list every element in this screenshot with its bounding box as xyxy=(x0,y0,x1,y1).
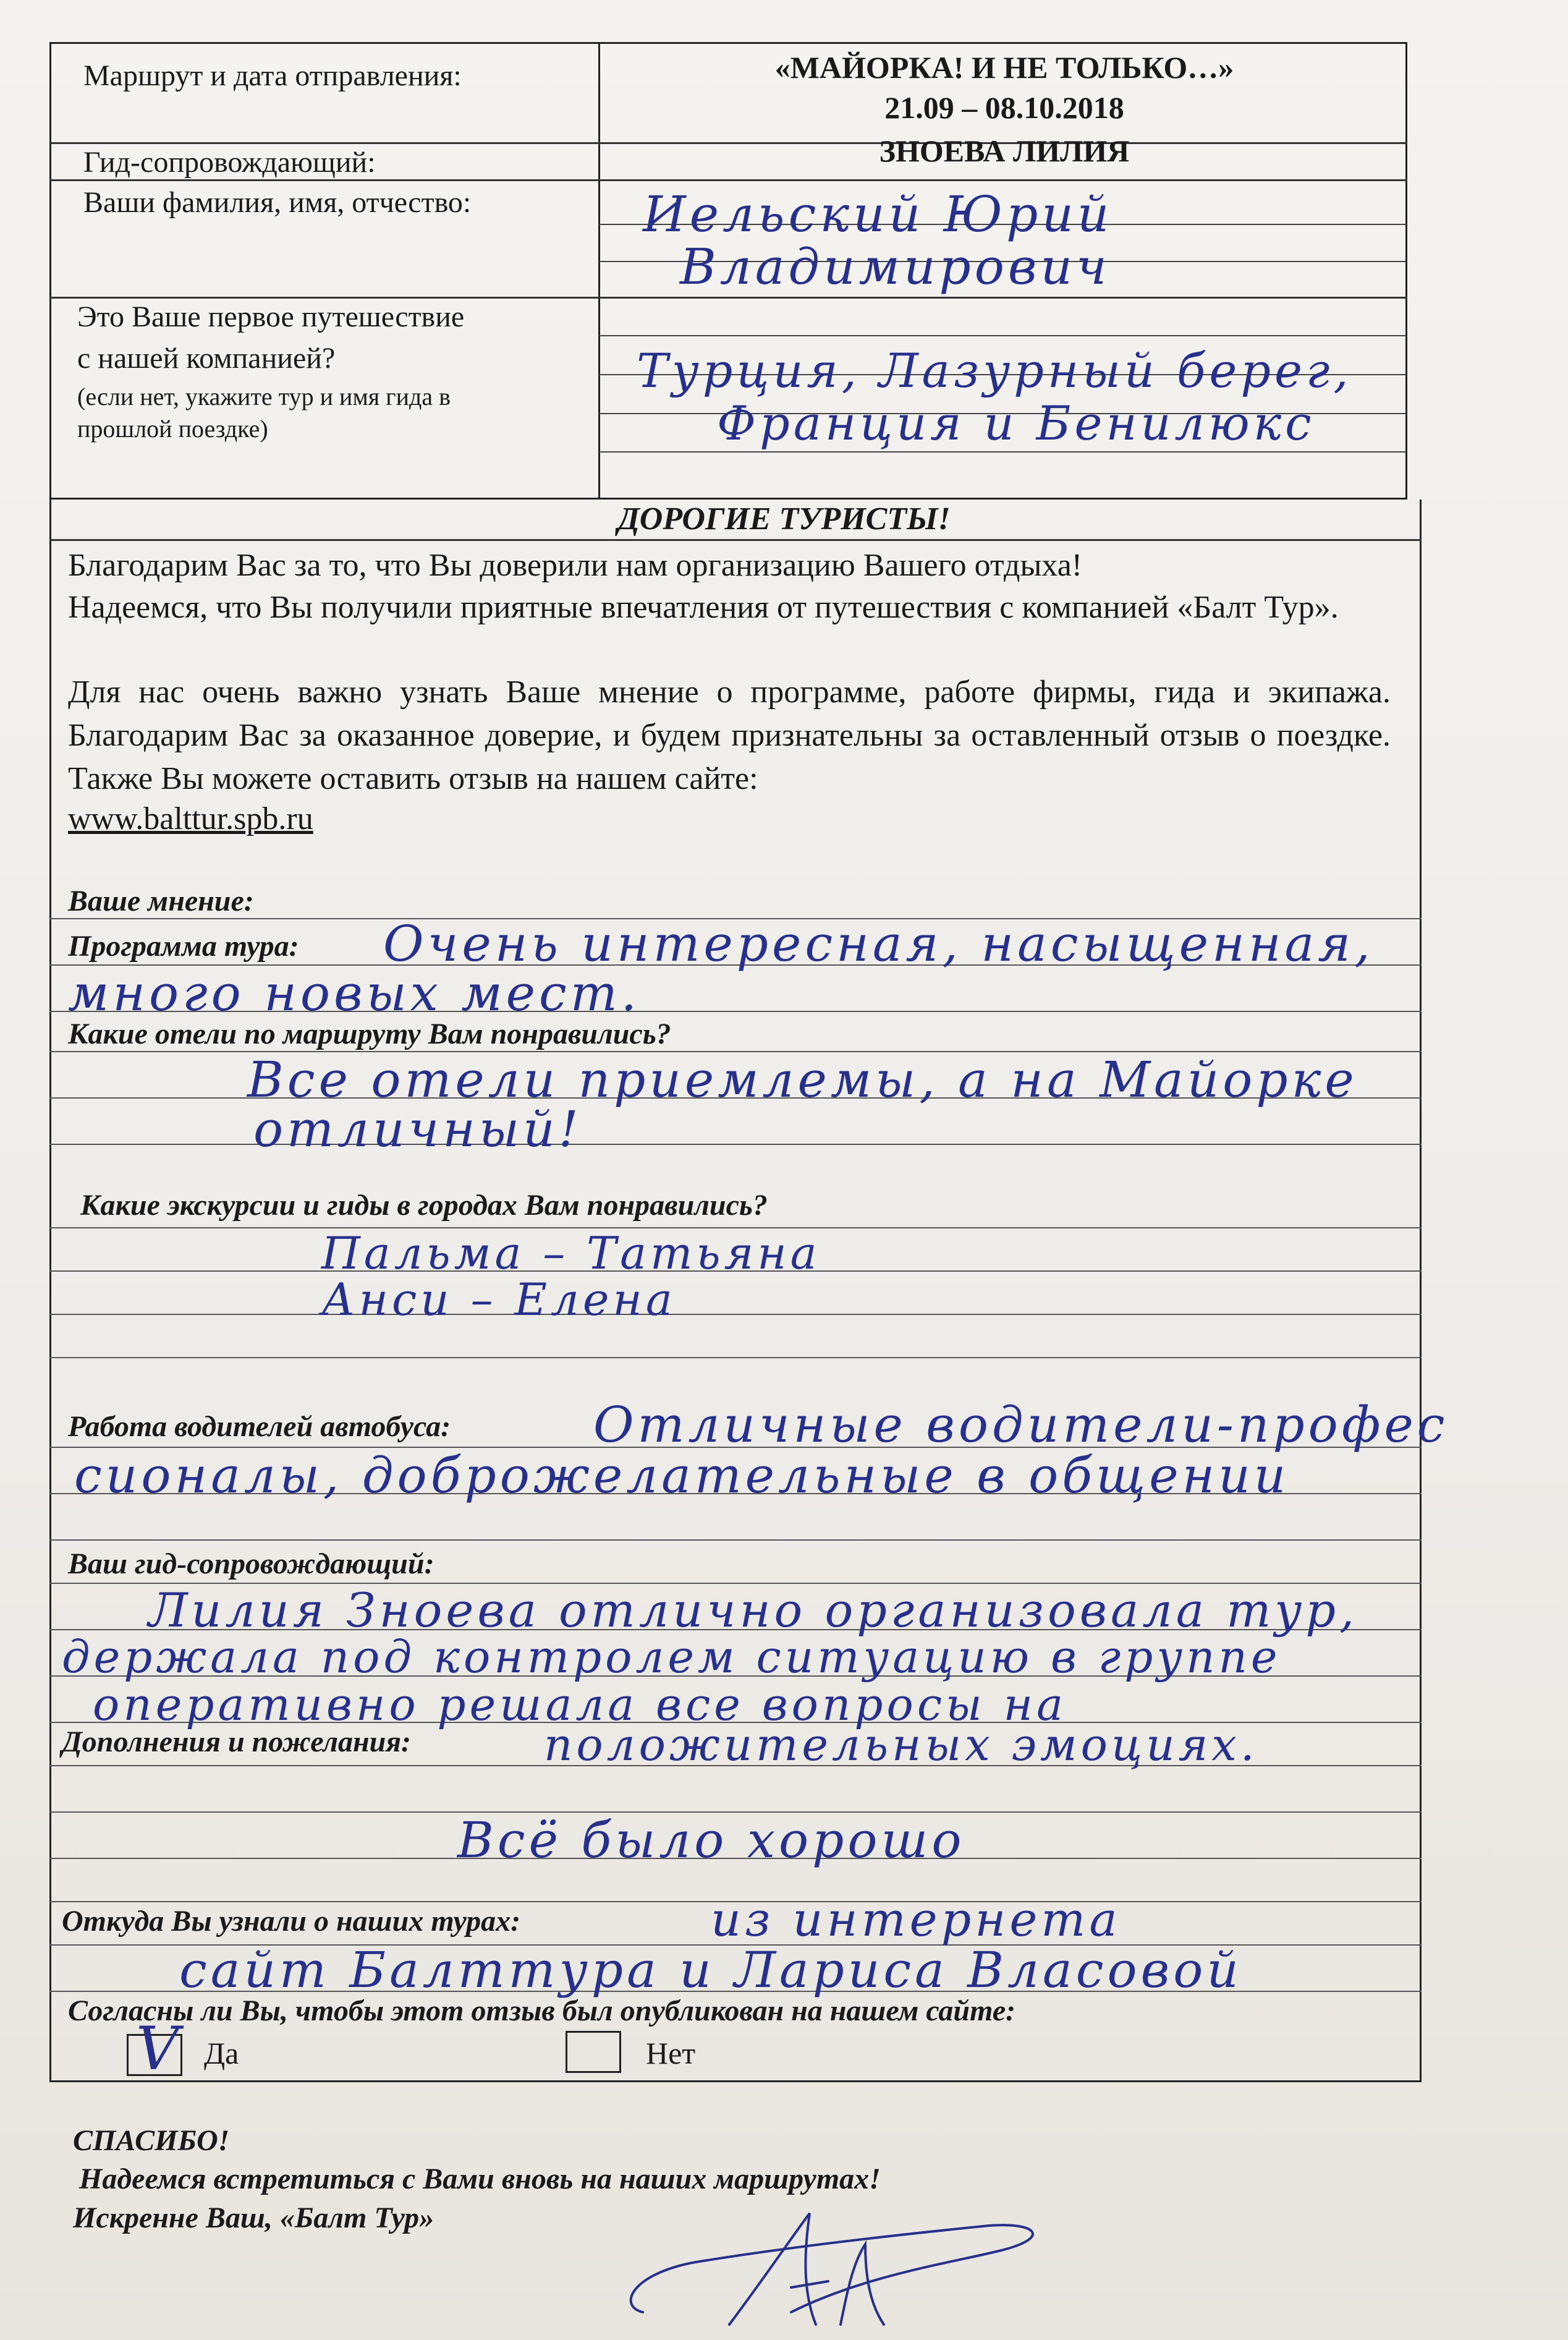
intro-paragraph-1: Благодарим Вас за то, что Вы доверили нам организацию Вашего отдыха! xyxy=(68,548,1083,583)
publish-label: Согласны ли Вы, чтобы этот отзыв был опубликован на нашем сайте: xyxy=(68,1994,1016,2027)
first-trip-label-1: Это Ваше первое путешествие xyxy=(77,300,465,333)
drivers-handwritten-line1: Отличные водители-профес xyxy=(593,1396,1449,1453)
source-label: Откуда Вы узнали о наших турах: xyxy=(62,1905,521,1938)
fio-label: Ваши фамилия, имя, отчество: xyxy=(83,186,472,219)
first-trip-hint-1: (если нет, укажите тур и имя гида в xyxy=(77,383,451,411)
first-trip-write-line xyxy=(600,451,1406,453)
program-handwritten-line2: много новых мест. xyxy=(68,964,641,1022)
opinion-heading: Ваше мнение: xyxy=(68,885,254,917)
header-table-divider xyxy=(598,42,600,500)
first-trip-write-line xyxy=(600,335,1406,336)
wishes-handwritten-line2: Всё было хорошо xyxy=(457,1811,965,1869)
answer-line xyxy=(49,1314,1422,1315)
answer-line xyxy=(49,1539,1422,1541)
hotels-label: Какие отели по маршруту Вам понравились? xyxy=(68,1018,671,1050)
program-handwritten-line1: Очень интересная, насыщенная, xyxy=(383,915,1374,972)
excursions-label: Какие экскурсии и гиды в городах Вам понравились? xyxy=(80,1189,768,1222)
drivers-handwritten-line2: сионалы, доброжелательные в общении xyxy=(74,1447,1290,1504)
footer-line1: Надеемся встретиться с Вами вновь на наших маршрутах! xyxy=(79,2163,881,2195)
guide-handwritten-line2: держала под контролем ситуацию в группе xyxy=(62,1631,1281,1683)
excursions-handwritten-line2: Анси – Елена xyxy=(321,1274,676,1325)
guide-opinion-label: Ваш гид-сопровождающий: xyxy=(68,1547,434,1580)
wishes-label: Дополнения и пожелания: xyxy=(62,1725,412,1758)
route-label: Маршрут и дата отправления: xyxy=(83,59,462,92)
intro-paragraph-2: Надеемся, что Вы получили приятные впечатления от путешествия с компанией «Балт Тур». xyxy=(68,590,1339,625)
publish-no-checkbox[interactable] xyxy=(566,2031,621,2073)
guide-name: ЗНОЕВА ЛИЛИЯ xyxy=(879,134,1130,168)
wishes-handwritten-line1: положительных эмоциях. xyxy=(544,1719,1258,1771)
header-row-line xyxy=(49,297,1407,299)
intro-paragraph-3: Для нас очень важно узнать Ваше мнение о программе, работе фирмы, гида и экипажа. Благодарим Вас за оказанное доверие, и будем признательны за оставленный отзыв о поездке. Также Вы можете оставить отзыв на нашем сайте: xyxy=(68,674,1391,796)
hotels-handwritten-line2: отличный! xyxy=(253,1100,582,1158)
program-label: Программа тура: xyxy=(68,930,299,963)
fio-handwritten-line2: Владимирович xyxy=(680,238,1111,296)
publish-yes-checkmark: V xyxy=(136,2014,179,2083)
publish-no-label: Нет xyxy=(646,2036,696,2070)
answer-line xyxy=(49,1357,1422,1358)
first-trip-hint-2: прошлой поездке) xyxy=(77,415,268,443)
publish-yes-label: Да xyxy=(204,2036,239,2070)
guide-label: Гид-сопровождающий: xyxy=(83,146,376,179)
guide-handwritten-line1: Лилия Зноева отлично организовала тур, xyxy=(148,1583,1358,1638)
excursions-handwritten-line1: Пальма – Татьяна xyxy=(321,1227,821,1279)
hotels-handwritten-line1: Все отели приемлемы, а на Майорке xyxy=(247,1051,1358,1108)
source-handwritten-line1: из интернета xyxy=(711,1892,1121,1947)
footer-line2: Искренне Ваш, «Балт Тур» xyxy=(73,2202,434,2234)
footer-thanks: СПАСИБО! xyxy=(73,2124,230,2157)
site-link[interactable]: www.balttur.spb.ru xyxy=(68,801,313,836)
header-row-line xyxy=(49,179,1407,181)
route-title: «МАЙОРКА! И НЕ ТОЛЬКО…» xyxy=(774,50,1234,85)
first-trip-handwritten-line2: Франция и Бенилюкс xyxy=(717,396,1315,451)
intro-heading: ДОРОГИЕ ТУРИСТЫ! xyxy=(617,501,951,537)
source-handwritten-line2: сайт Балттура и Лариса Власовой xyxy=(179,1941,1242,1999)
handwritten-signature xyxy=(606,2201,1063,2337)
fio-handwritten-line1: Иельский Юрий xyxy=(643,185,1113,243)
drivers-label: Работа водителей автобуса: xyxy=(68,1410,451,1443)
guide-handwritten-line3: оперативно решала все вопросы на xyxy=(93,1678,1067,1730)
intro-heading-line xyxy=(49,539,1422,541)
first-trip-handwritten-line1: Турция, Лазурный берег, xyxy=(637,343,1352,398)
route-dates: 21.09 – 08.10.2018 xyxy=(884,90,1124,125)
first-trip-label-2: с нашей компанией? xyxy=(77,342,336,375)
